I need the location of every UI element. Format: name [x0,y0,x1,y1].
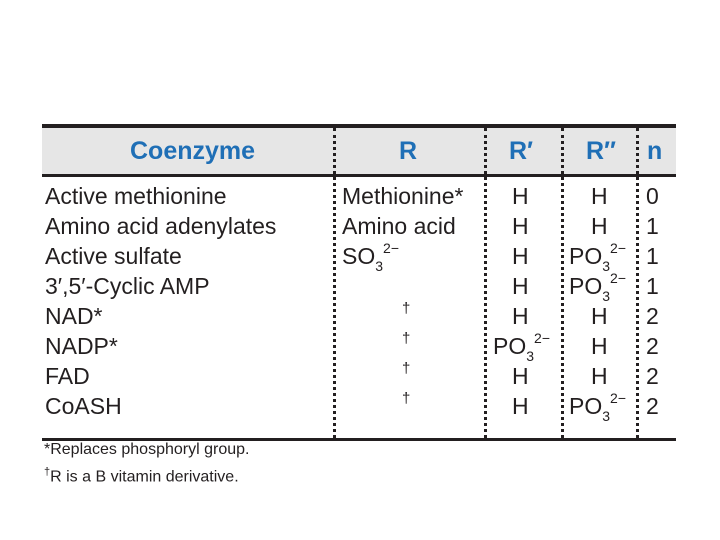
footnote-dagger: †R is a B vitamin derivative. [44,466,239,486]
table-cell-r-prime-po3: $PO_3^{2-}$ [493,330,550,364]
table-cell-coenzyme: FAD [45,363,90,389]
table-cell-r-prime: H [512,303,529,329]
header-r-prime: R′ [509,137,534,165]
table-cell-r-double-prime: H [591,333,608,359]
table-cell-r-double-prime: H [591,183,608,209]
table-body [42,177,676,438]
table-cell-n: 0 [646,183,659,209]
table-cell-r-so3: $SO_3^{2-}$ [342,240,399,274]
table-cell-n: 2 [646,393,659,419]
table-cell-r-dagger: † [402,300,411,317]
table-cell-coenzyme: 3′,5′-Cyclic AMP [45,273,210,299]
table-cell-r-double-prime: H [591,363,608,389]
table-cell-coenzyme: Active sulfate [45,243,182,269]
table-cell-coenzyme: Amino acid adenylates [45,213,277,239]
table-cell-coenzyme: Active methionine [45,183,227,209]
table-cell-r-prime: H [512,243,529,269]
table-cell-r-prime: H [512,363,529,389]
table-cell-n: 2 [646,303,659,329]
header-coenzyme: Coenzyme [130,137,256,165]
table-cell-r-double-prime-po3: $PO_3^{2-}$ [569,270,626,304]
table-header-row [42,128,676,174]
column-divider [636,128,639,438]
column-divider [333,128,336,438]
table-cell-n: 1 [646,213,659,239]
table-cell-r-prime: H [512,393,529,419]
header-r-double-prime: R″ [586,137,617,165]
table-cell-r-dagger: † [402,390,411,407]
table-cell-coenzyme: NAD* [45,303,103,329]
table-cell-r-double-prime-po3: $PO_3^{2-}$ [569,390,626,424]
table-cell-n: 2 [646,363,659,389]
table-cell-r: Amino acid [342,213,456,239]
table-cell-r-prime: H [512,213,529,239]
table-cell-r-double-prime: H [591,303,608,329]
table-cell-coenzyme: NADP* [45,333,118,359]
table-cell-r-double-prime: H [591,213,608,239]
table-cell-r-double-prime-po3: $PO_3^{2-}$ [569,240,626,274]
table-cell-n: 1 [646,243,659,269]
header-n: n [647,137,663,165]
table-cell-r-prime: H [512,273,529,299]
table-cell-r: Methionine* [342,183,464,209]
header-r: R [399,137,418,165]
table-cell-r-dagger: † [402,330,411,347]
coenzyme-table [42,124,676,441]
table-cell-n: 2 [646,333,659,359]
table-cell-coenzyme: CoASH [45,393,122,419]
table-cell-r-prime: H [512,183,529,209]
table-cell-r-dagger: † [402,360,411,377]
footnote-asterisk: *Replaces phosphoryl group. [44,441,250,458]
column-divider [484,128,487,438]
column-divider [561,128,564,438]
table-cell-n: 1 [646,273,659,299]
